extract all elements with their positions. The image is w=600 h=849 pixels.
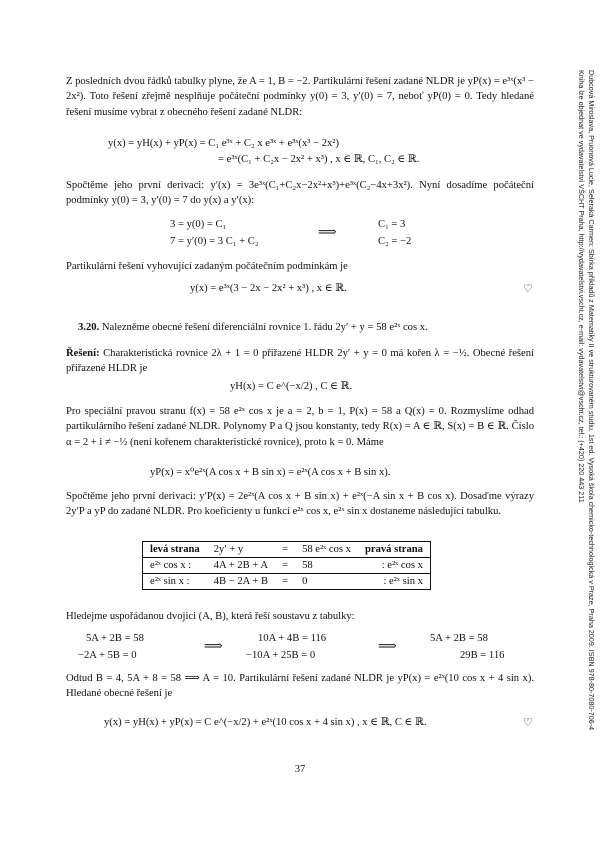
equation-general-solution-line2: = e³ˣ(C₁ + C₂x − 2x² + x³) , x ∈ ℝ, C₁, C₂ ∈ ℝ. bbox=[218, 154, 420, 165]
table-cell: 58 e²ˣ cos x bbox=[295, 542, 358, 558]
equation-condition-1: 3 = y(0) = C₁ bbox=[170, 219, 227, 230]
table-cell: = bbox=[275, 542, 295, 558]
system-1-eq1: 5A + 2B = 58 bbox=[86, 633, 144, 644]
table-cell: : e²ˣ sin x bbox=[358, 574, 430, 590]
problem-number: 3.20. bbox=[78, 322, 100, 333]
table-cell: e²ˣ cos x : bbox=[143, 558, 207, 574]
paragraph-system: Hledejme uspořádanou dvojici (A, B), která řeší soustavu z tabulky: bbox=[66, 611, 355, 622]
system-3-eq1: 5A + 2B = 58 bbox=[430, 633, 488, 644]
solution-paragraph bbox=[66, 346, 534, 377]
paragraph-special-rhs: Pro speciální pravou stranu f(x) = 58 e²ˣ cos x je a = 2, b = 1, P(x) = 58 a Q(x) = 0. Rozmyslíme odhad partikulárního řešení zadané NLDR. Polynomy P a Q jsou konstanty, tedy R(x) = A ∈ ℝ, S(x) = B ∈ ℝ. Číslo α = 2 + i ≠ −½ (není kořenem charakteristické rovnice), proto k = 0. Máme bbox=[66, 406, 534, 448]
table-header-row bbox=[143, 542, 431, 558]
table-cell: = bbox=[275, 574, 295, 590]
paragraph-derivative-2: Spočtěme jeho první derivaci: y′P(x) = 2e²ˣ(A cos x + B sin x) + e²ˣ(−A sin x + B cos x). Dosaďme výrazy 2y′P a yP do zadané NLDR. Pro koeficienty u funkcí e²ˣ cos x, e²ˣ sin x dostaneme následující tabulku. bbox=[66, 491, 534, 518]
table-cell: 4A + 2B + A bbox=[207, 558, 275, 574]
table-cell: levá strana bbox=[143, 542, 207, 558]
equation-homogeneous-solution: yH(x) = C e^(−x/2) , C ∈ ℝ. bbox=[230, 381, 353, 392]
equation-particular-guess: yP(x) = x⁰e²ˣ(A cos x + B sin x) = e²ˣ(A cos x + B sin x). bbox=[150, 467, 391, 478]
end-of-example-heart-icon: ♡ bbox=[523, 283, 533, 295]
paragraph-particular: Partikulární řešení vyhovující zadaným počátečním podmínkám je bbox=[66, 261, 348, 272]
system-2-eq1: 10A + 4B = 116 bbox=[258, 633, 327, 644]
solution-label: Řešení: bbox=[66, 348, 100, 359]
equation-c2: C₂ = −2 bbox=[378, 236, 412, 247]
system-3-eq2: 29B = 116 bbox=[460, 650, 505, 661]
table-cell: 2y′ + y bbox=[207, 542, 275, 558]
sidebar-citation: Dubcová Miroslava, Pruonová Lucie, Seleraká Carmen: Sbírka příkladů z Matematiky II ve strukturovaném studiu. 1st ed. Vysoká škola chemicko-technologická v Praze, Praha 2009. ISBN 978-80-7080-706-4 bbox=[587, 70, 596, 731]
table-row bbox=[143, 558, 431, 574]
coefficient-table bbox=[142, 541, 431, 590]
system-2-eq2: −10A + 25B = 0 bbox=[246, 650, 316, 661]
problem-text: Nalezněme obecné řešení diferenciální rovnice 1. řádu 2y′ + y = 58 e²ˣ cos x. bbox=[101, 322, 428, 333]
table-cell: : e²ˣ cos x bbox=[358, 558, 430, 574]
copyright-sidebar bbox=[560, 70, 596, 770]
end-of-example-heart-icon: ♡ bbox=[523, 717, 533, 729]
implies-arrow: ⟹ bbox=[378, 638, 397, 653]
paragraph-result: Odtud B = 4, 5A + 8 = 58 ⟹ A = 10. Partikulární řešení zadané NLDR je yP(x) = e²ˣ(10 cos x + 4 sin x). Hledané obecné řešení je bbox=[66, 673, 534, 700]
table-cell: e²ˣ sin x : bbox=[143, 574, 207, 590]
implies-arrow: ⟹ bbox=[318, 224, 337, 239]
table-cell: 0 bbox=[295, 574, 358, 590]
equation-condition-2: 7 = y′(0) = 3 C₁ + C₂ bbox=[170, 236, 259, 247]
implies-arrow: ⟹ bbox=[204, 638, 223, 653]
page-number: 37 bbox=[294, 764, 306, 775]
problem-statement bbox=[78, 321, 428, 335]
paragraph-derivative: Spočtěme jeho první derivaci: y′(x) = 3e³ˣ(C₁+C₂x−2x²+x³)+e³ˣ(C₂−4x+3x²). Nyní dosadíme počáteční podmínky y(0) = 3, y′(0) = 7 do y(x) a y′(x): bbox=[66, 180, 534, 207]
solution-text: Charakteristická rovnice 2λ + 1 = 0 přiřazené HLDR 2y′ + y = 0 má kořen λ = −½. Obecné řešení přiřazené HLDR je bbox=[66, 348, 534, 375]
equation-final-solution: y(x) = yH(x) + yP(x) = C e^(−x/2) + e²ˣ(10 cos x + 4 sin x) , x ∈ ℝ, C ∈ ℝ. bbox=[104, 717, 427, 728]
equation-c1: C₁ = 3 bbox=[378, 219, 406, 230]
table-cell: 4B − 2A + B bbox=[207, 574, 275, 590]
sidebar-order-info: Kniha lze objednat ve vydavatelství VŠCHT Praha, http://vydavatelstvi.vscht.cz, e-mail: vydavatelstvi@vscht.cz, tel.: (+420) 220 443 211 bbox=[577, 70, 586, 503]
paragraph-intro: Z posledních dvou řádků tabulky plyne, že A = 1, B = −2. Partikulární řešení zadané NLDR je yP(x) = e³ˣ(x³ − 2x²). Toto řešení zřejmě nesplňuje počáteční podmínky y(0) = 3, y′(0) = 7, neboť yP(0) = 0. Tedy hledané řešení musíme vybrat z obecného řešení zadané NLDR: bbox=[66, 76, 534, 118]
table-cell: pravá strana bbox=[358, 542, 430, 558]
table-cell: = bbox=[275, 558, 295, 574]
system-1-eq2: −2A + 5B = 0 bbox=[78, 650, 137, 661]
table-cell: 58 bbox=[295, 558, 358, 574]
equation-particular-solution: y(x) = e³ˣ(3 − 2x − 2x² + x³) , x ∈ ℝ. bbox=[190, 283, 347, 294]
table-row bbox=[143, 574, 431, 590]
equation-general-solution-line1: y(x) = yH(x) + yP(x) = C₁ e³ˣ + C₂ x e³ˣ + e³ˣ(x³ − 2x²) bbox=[108, 138, 339, 149]
